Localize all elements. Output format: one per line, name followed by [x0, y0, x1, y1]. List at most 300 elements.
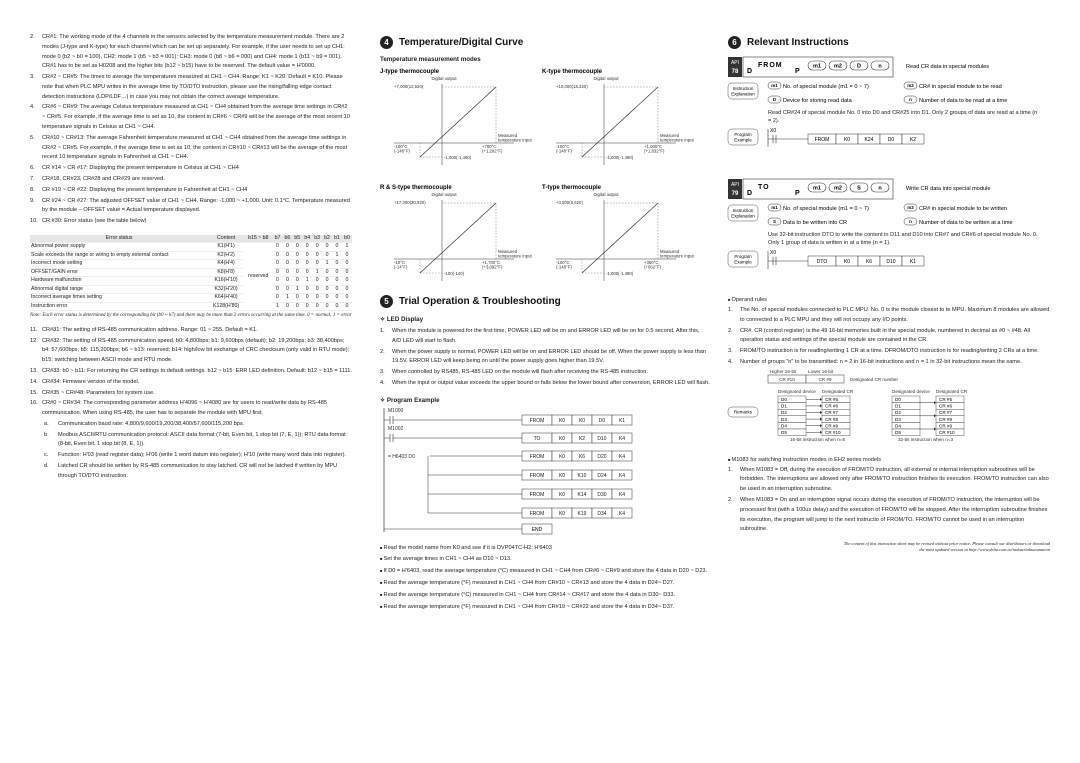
table-cell: 0	[302, 285, 312, 294]
instruction-text: K2	[578, 435, 586, 442]
table-cell: 0	[322, 277, 332, 286]
operand-text: D	[772, 97, 777, 102]
chart-label: -100°C	[556, 260, 570, 265]
table-row	[30, 302, 352, 311]
chart-label: Measured	[498, 133, 518, 138]
chart-label: temperature input	[660, 253, 694, 259]
chart-label: Measured	[660, 133, 680, 138]
p-suffix: P	[795, 190, 800, 197]
table-cell: 0	[332, 285, 342, 294]
diagram-label: Designated CR	[822, 388, 854, 394]
table-cell: 0	[322, 302, 332, 311]
table-cell: 0	[332, 302, 342, 311]
table-row	[30, 294, 352, 303]
section-number-badge: 4	[380, 36, 393, 49]
chart-label: (-148°F)	[556, 148, 572, 154]
device-text: D4	[895, 423, 901, 429]
cr-text: CR #6	[939, 403, 953, 409]
operand-text: m1	[771, 205, 778, 210]
column-header: b5	[292, 235, 302, 243]
list-item	[728, 496, 1050, 535]
instruction-text: FROM	[529, 472, 545, 479]
explanation-text: Data to be written into CR	[783, 220, 848, 226]
item-text: CR#2 ~ CR#5: The times to average the temperatures measured at CH1 ~ CH4. Range: K1 ~ K20. Default = K10. Please note that when PLC MPU writes in the average time by TO/DTO instruction, please use the rising/falling edge contact detection instructions (LDP/LDF…) in case you may not obtain the correct average temperature.	[42, 74, 343, 100]
device-text: D2	[781, 409, 787, 415]
program-note: ■ Read the average temperature (°F) measured in CH1 ~ CH4 from CR#19 ~ CR#22 and store the 4 data in D34~ D37.	[380, 603, 710, 613]
temp-modes-title: Temperature measurement modes	[380, 56, 481, 63]
table-cell: 0	[282, 277, 292, 286]
diagram-label: Designated device	[778, 388, 816, 394]
instruction-description: Read CR data in special modules	[906, 64, 990, 70]
instruction-text: K14	[577, 491, 587, 498]
table-cell: 1	[342, 243, 352, 252]
instruction-text: D10	[597, 435, 607, 442]
instruction-text: K24	[864, 137, 874, 143]
table-row	[30, 268, 352, 277]
chart-label: +3,500(6,620)	[556, 200, 583, 205]
arrow-head	[820, 424, 822, 427]
column-header: Error status	[30, 235, 208, 243]
chart-label: (+1,832°F)	[644, 148, 665, 154]
table-row	[30, 277, 352, 286]
item-number: 2.	[728, 497, 733, 504]
item-number: 13.	[30, 367, 38, 374]
instruction-text: K19	[577, 510, 587, 517]
item-text: The No. of special modules connected to PLC MPU. No. 0 is the module closest to te MPU. Maximum 8 modules are allowed to connected to a PLC MPU and they will not occupy any I/O points.	[740, 307, 1050, 323]
right-column	[728, 36, 1050, 553]
item-text: Communication baud rate: 4,800/9,600/19,200/38,400/57,600/115,200 bps.	[58, 420, 245, 427]
table-cell: 0	[312, 285, 322, 294]
api-block-svg	[728, 179, 1050, 297]
diagram-label: CR #10	[779, 376, 795, 382]
chart-label: Digital output	[593, 192, 619, 197]
x0-label: X0	[770, 128, 777, 134]
chart-label: -100°C	[394, 144, 408, 149]
instruction-name: TO	[758, 184, 770, 191]
footer-note: The content of this instruction sheet may be revised without prior notice. Please consult our distributors or download the most updated version at http://www.delta.com.tw/industrialautomation	[843, 541, 1050, 553]
table-cell: K64(H'40)	[208, 294, 244, 303]
d-prefix: D	[747, 190, 753, 197]
item-text: CR #30: Error status (see the table below)	[42, 218, 147, 225]
chart-label: +700°C	[482, 144, 497, 149]
instruction-text: K4	[618, 472, 626, 479]
program-note: ■ Read the model name from K0 and see if it is DVP04TC-H2: H'6403	[380, 544, 710, 554]
program-note: ■ If D0 = H'6403, read the average temperature (°C) measured in CH1 ~ CH4 from CR#6 ~ CR#9 and store the 4 data in D20 ~ D23.	[380, 567, 710, 577]
item-number: 2.	[380, 348, 385, 355]
operand-rules-title: ■ Operand rules	[728, 297, 1050, 303]
instruction-text: K1	[909, 259, 917, 265]
operand-text: m1	[771, 83, 778, 88]
table-cell: 0	[292, 302, 302, 311]
temperature-curve-chart	[380, 65, 536, 179]
item-number: 14.	[30, 378, 38, 385]
item-text: Number of groups "n" to be transmitted: n = 2 in 16-bit instructions and n = 1 in 32-bit instructions mean the same.	[740, 358, 1022, 365]
table-cell: 0	[342, 251, 352, 260]
column-header: b1	[332, 235, 342, 243]
table-cell: 0	[273, 285, 283, 294]
operand-text: n	[878, 185, 882, 192]
item-number: 1.	[380, 328, 385, 334]
error-status-table-wrap	[30, 235, 352, 320]
instruction-text: K0	[843, 137, 851, 143]
table-cell: 0	[302, 302, 312, 311]
ladder-label: M1002	[388, 425, 404, 432]
led-items	[380, 327, 710, 389]
chart-title: R & S-type thermocouple	[380, 185, 452, 191]
chart-label: -1,000(-1,480)	[606, 271, 634, 276]
diagram-label: Higher 16-bit	[770, 368, 797, 374]
column-header: b15 ~ b8	[244, 235, 273, 243]
arrow-head	[820, 404, 822, 407]
instruction-text: K0	[558, 472, 566, 479]
table-cell: 0	[302, 251, 312, 260]
instruction-text: TO	[533, 435, 541, 442]
table-cell: 0	[292, 251, 302, 260]
side-label: Explanation	[731, 91, 755, 97]
item-number: 12.	[30, 337, 38, 344]
remarks-label: Remarks	[733, 409, 753, 415]
operand-text: n	[909, 219, 912, 224]
instruction-text: FROM	[529, 417, 545, 424]
operand-text: m2	[834, 63, 842, 70]
list-item	[44, 420, 352, 430]
table-cell: 0	[322, 243, 332, 252]
device-text: D5	[895, 429, 901, 435]
ladder-diagram	[380, 404, 710, 536]
diagram-label: Lower 16-bit	[808, 368, 834, 374]
table-cell: Scale exceeds the range or wiring to empty external contact	[30, 251, 208, 260]
example-text-box	[768, 109, 1038, 127]
section-number-badge: 6	[728, 36, 741, 49]
table-cell: 1	[312, 268, 322, 277]
list-item	[380, 379, 710, 389]
instruction-text: K6	[578, 453, 586, 460]
cr-text: CR #8	[825, 416, 839, 422]
list-item	[728, 327, 1050, 347]
item-text: When M1083 = On and an interruption signal occurs during the execution of FROM/TO instruction, the interruption will be processed first (with a 100us delay) and the execution of FROM/TO will be stopped. After the interruption subroutine finishes its execution, the program will jump to the next instructio of FROM/TO. FROM/TO cannot be used in an interruption subroutine.	[740, 497, 1048, 533]
item-number: 16.	[30, 400, 38, 407]
table-cell: K32(H'20)	[208, 285, 244, 294]
item-number: d.	[44, 463, 49, 469]
cr-text: CR #10	[939, 429, 955, 435]
table-cell: Hardware malfunction	[30, 277, 208, 286]
table-cell: Abnormal digital range	[30, 285, 208, 294]
table-cell: K4(H'4)	[208, 260, 244, 269]
list-item	[30, 186, 352, 196]
operand-text: m2	[834, 185, 842, 192]
item-text: CR#31: The setting of RS-485 communication address. Range: 01 ~ 255. Default = K1.	[42, 326, 258, 333]
item-text: CR#1: The working mode of the 4 channels in the sensors selected by the temperature measurement module. There are 2 modes (J-type and K-type) for each channel which can be set up separately. For example, if the user needs to set up CH1: mode 0 (b2 ~ b0 = 100), CH2: mode 1 (b5 ~ b3 = 001); CH3: mode 0 (b8 ~ b6 = 000) and CH4: mode 1 (b11 ~ b9 = 001), CR#1 has to be set as H0208 and the higher bits (b12 ~ b15) have to be reserved. The default value = H'0000.	[42, 34, 345, 70]
column-header: b6	[282, 235, 292, 243]
instruction-text: K0	[558, 510, 566, 517]
device-text: D1	[895, 403, 901, 409]
item-text: CR #24 ~ CR #27: The adjusted OFFSET value of CH1 ~ CH4. Range: -1,000 ~ +1,000. Unit: 0.1°C. Temperature measured by the module – OFFSET value = Actual temperature displayed.	[42, 197, 350, 214]
item-number: 7.	[30, 175, 35, 182]
list-item	[380, 327, 710, 347]
instruction-text: K4	[618, 510, 626, 517]
column-header: b2	[322, 235, 332, 243]
table-cell: Incorrect average times setting	[30, 294, 208, 303]
item-text: CR#6 ~ CR#9: The average Celsius temperature measured at CH1 ~ CH4 obtained from the average time settings in CR#2 ~ CR#5. For example, if the average time is set as 10, the content in CR#6 ~ CR#9 will be the average of the most recent 10 temperature signals in Celsius at CH1 ~ CH4.	[42, 104, 350, 131]
chart-label: temperature input	[498, 137, 532, 143]
ladder-label: M1000	[388, 407, 404, 414]
item-number: 3.	[30, 74, 35, 81]
diagram-label: Designated CR number	[850, 376, 899, 382]
side-label: Program	[734, 132, 752, 137]
table-cell: 0	[302, 243, 312, 252]
table-cell: 0	[282, 268, 292, 277]
item-number: 2.	[728, 327, 733, 334]
chart-label: +1,700°C	[482, 260, 501, 265]
table-cell: OFFSET/GAIN error	[30, 268, 208, 277]
arrow-head	[934, 414, 936, 417]
chart-label: temperature input	[660, 137, 694, 143]
list-item	[728, 306, 1050, 326]
table-cell: 0	[322, 294, 332, 303]
table-cell: 0	[312, 277, 322, 286]
api-number: 79	[731, 191, 739, 197]
table-cell: 0	[312, 260, 322, 269]
api-78-from	[728, 57, 1050, 175]
item-text: When the input or output value exceeds the upper bound or falls below the lower bound after conversion, ERROR LED will flash.	[392, 379, 710, 386]
table-cell: 0	[312, 243, 322, 252]
item-number: 9.	[30, 197, 35, 204]
instruction-text: D30	[597, 491, 607, 498]
diagram-label: CR #9	[818, 376, 832, 382]
table-cell: 0	[342, 277, 352, 286]
chart-label: +10,000(18,320)	[556, 84, 588, 89]
item-number: 8.	[30, 186, 35, 193]
api-79-to	[728, 179, 1050, 297]
item-text: CR#35 ~ CR#48: Parameters for system use.	[42, 389, 155, 396]
section-4-title: Temperature/Digital Curve	[399, 37, 524, 49]
instruction-text: D20	[597, 453, 607, 460]
item-text: CR#10 ~ CR#13: The average Fahrenheit temperature measured at CH1 ~ CH4 obtained from the average time settings in CR#2 ~ CR#5. For example, if the average time is set as 10, the content in CR#10 ~ CR#13 will be the average of the most recent 10 temperature signals in Fahrenheit at CH1 ~ CH4.	[42, 134, 348, 161]
item-number: 10.	[30, 218, 38, 225]
chart-label: +17,000(30,920)	[394, 200, 426, 205]
item-text: Modbus ASCII/RTU communication protocol: ASCII data format (7-bit, Even bit, 1 stop bit (7, E, 1)); RTU data format (8-bit, Even bit, 1 stop bit (8, E, 1)).	[58, 431, 346, 448]
instruction-text: D24	[597, 472, 607, 479]
table-cell: 0	[322, 251, 332, 260]
instruction-text: K0	[558, 435, 566, 442]
api-block-svg	[728, 57, 1050, 175]
table-cell: 0	[292, 260, 302, 269]
list-item	[30, 337, 352, 366]
program-note: ■ Read the average temperature (°F) measured in CH1 ~ CH4 from CR#10 ~ CR#13 and store the 4 data in D24~ D27.	[380, 579, 710, 589]
operand-text: S	[857, 185, 861, 192]
operand-text: n	[909, 97, 912, 102]
item-number: 6.	[30, 165, 35, 172]
item-number: 5.	[30, 134, 35, 141]
item-number: c.	[44, 452, 49, 459]
table-cell: 0	[292, 243, 302, 252]
table-cell: 0	[342, 285, 352, 294]
table-cell: 1	[292, 285, 302, 294]
led-display-title: ✧ LED Display	[380, 316, 424, 323]
example-text: Read CR#24 of special module No. 0 into D0 and CR#25 into D1. Only 2 groups of data are read at a time (n = 2).	[768, 110, 1038, 125]
item-number: 3.	[380, 369, 385, 376]
table-cell: 0	[342, 268, 352, 277]
table-cell: 0	[332, 294, 342, 303]
column-header: b4	[302, 235, 312, 243]
item-text: Function: H'03 (read register data); H'06 (write 1 word datum into register); H'10 (write many word data into register).	[58, 452, 346, 459]
program-example-title: ✧ Program Example	[380, 396, 440, 404]
chart-title: K-type thermocouple	[542, 69, 603, 75]
item-text: When the module is powered for the first time, POWER LED will be on and ERROR LED will be on for 0.5 second. After this, A/D LED will start to flash.	[392, 328, 700, 344]
api-number: 78	[731, 69, 739, 75]
error-table-body	[30, 243, 352, 311]
table-cell: 0	[292, 268, 302, 277]
list-item	[44, 462, 352, 482]
ladder-svg	[380, 404, 680, 536]
table-cell: K1(H'1)	[208, 243, 244, 252]
instruction-text: K4	[618, 435, 626, 442]
section-number-badge: 5	[380, 295, 393, 308]
chart-label: Digital output	[431, 192, 457, 197]
instruction-text: K0	[558, 491, 566, 498]
item-text: CR #14 ~ CR #17: Displaying the present temperature in Celsius at CH1 ~ CH4	[42, 165, 239, 172]
table-cell: 0	[302, 268, 312, 277]
item-text: Latched CR should be written by RS-485 communication to stay latched. CR will not be latched if written by MPU through TO/DTO instruction.	[58, 463, 338, 479]
explanation-text: Number of data to be written at a time	[919, 220, 1013, 226]
chart-label: (-148°F)	[394, 148, 410, 154]
item-text: CR#34: Firmware version of the model.	[42, 378, 140, 385]
instruction-text: D0	[598, 417, 606, 424]
instruction-text: K0	[843, 259, 851, 265]
chart-title: T-type thermocouple	[542, 185, 602, 191]
list-item	[44, 451, 352, 461]
instruction-text: FROM	[529, 453, 545, 460]
m1083-title: ■ M1083 for switching instruction modes in EH2 series models	[728, 457, 1050, 463]
instruction-text: DTO	[816, 259, 828, 265]
arrow-head	[820, 417, 822, 420]
chart-label: (+3,092°F)	[482, 264, 503, 270]
device-text: D5	[781, 429, 787, 435]
diagram-label: Designated CR	[936, 388, 968, 394]
chart-label: +1,000°C	[644, 144, 663, 149]
table-cell: 0	[342, 260, 352, 269]
item-number: b.	[44, 431, 49, 438]
side-label: Example	[734, 259, 752, 265]
temperature-curve-chart	[542, 181, 698, 295]
chart-label: +350°C	[644, 260, 659, 265]
operand-text: m1	[813, 185, 821, 192]
table-cell: K16(H'10)	[208, 277, 244, 286]
table-cell: 0	[332, 268, 342, 277]
column-header: b3	[312, 235, 322, 243]
chart-label: -100°C	[556, 144, 570, 149]
list-item	[30, 33, 352, 72]
error-table-note: Note: Each error status is determined by the corresponding bit (b0 ~ b7) and there may be more than 2 errors occurring at the same time. 0 = normal; 1 = error	[30, 313, 352, 319]
column-header: b0	[342, 235, 352, 243]
end-text: END	[531, 526, 543, 533]
table-cell: 0	[282, 285, 292, 294]
operand-rules	[728, 306, 1050, 368]
device-text: D0	[895, 396, 901, 402]
d-prefix: D	[747, 68, 753, 75]
program-note: ■ Read the average temperature (°C) measured in CH1 ~ CH4 from CR#14 ~ CR#17 and store the 4 data in D30~ D33.	[380, 591, 710, 601]
instruction-text: D34	[597, 510, 607, 517]
cr-text: CR #9	[939, 423, 953, 429]
section-5-heading	[380, 295, 710, 308]
left-column	[30, 33, 352, 483]
item-text: CR#33: b0 ~ b11: For returning the CR settings to default settings. b12 ~ b15: ERR LED definition. Default: b12 ~ b15 = 1111.	[42, 367, 352, 374]
chart-label: -1,000(-1,480)	[606, 155, 634, 160]
instruction-text: K0	[558, 417, 566, 424]
explanation-text: Device for storing read data	[783, 98, 852, 104]
chart-label: -100(-140)	[444, 271, 465, 276]
device-text: D2	[895, 409, 901, 415]
cr-text: CR #7	[939, 409, 953, 415]
table-cell: 0	[312, 294, 322, 303]
list-item	[30, 399, 352, 419]
remarks-svg	[728, 369, 1050, 457]
instruction-text: FROM	[529, 510, 545, 517]
section-5-title: Trial Operation & Troubleshooting	[399, 296, 561, 308]
item-text: When M1083 = Off, during the execution of FROM/TO instruction, all external or internal interruption subroutines will be forbidden. The interruptions are allowed only after FROM/TO instruction finishes its execution. FROM/TO instruction can also be used in an interruption subroutine.	[740, 466, 1049, 493]
instruction-description: Write CR data into special module	[906, 186, 991, 192]
list-item	[728, 466, 1050, 495]
list-item	[728, 358, 1050, 368]
list-item	[30, 217, 352, 227]
table-cell: 0	[292, 277, 302, 286]
list-item	[30, 326, 352, 336]
table-cell: reserved	[244, 243, 273, 311]
diagram-label: Designated device	[892, 388, 930, 394]
chart-label: Measured	[498, 249, 518, 254]
chart-label: -1,000(-1,480)	[444, 155, 472, 160]
diagram-label: 16-bit instruction when n=6	[790, 436, 846, 442]
table-cell: 1	[273, 302, 283, 311]
example-text-box	[768, 231, 1038, 249]
section-6-title: Relevant Instructions	[747, 37, 849, 49]
item-text: CR #19 ~ CR #22: Displaying the present temperature in Fahrenheit at CH1 ~ CH4	[42, 186, 248, 193]
item-number: 2.	[30, 34, 35, 40]
rs485-subitems	[30, 420, 352, 482]
curve-charts	[380, 63, 710, 295]
table-cell: 0	[342, 302, 352, 311]
table-cell: 0	[332, 277, 342, 286]
device-text: D4	[781, 423, 787, 429]
table-cell: 0	[273, 251, 283, 260]
table-cell: 0	[302, 294, 312, 303]
table-cell: 1	[332, 251, 342, 260]
item-text: When controlled by RS485, RS-485 LED on the module will flash after receiving the RS-485 instruction.	[392, 369, 648, 376]
list-item	[30, 378, 352, 388]
table-cell: 0	[322, 285, 332, 294]
section-4-heading	[380, 36, 710, 49]
device-text: D0	[781, 396, 787, 402]
item-text: CR#0 ~ CR#34: The corresponding parameter address H'4096 ~ H'4080 are for users to read/write data by RS-485 communication. When using RS-485, the user has to separate the module with MPU first.	[42, 400, 327, 417]
chart-label: (+662°F)	[644, 264, 661, 270]
cr-text: CR #6	[825, 403, 839, 409]
arrow-head	[820, 411, 822, 414]
chart-label: Digital output	[593, 76, 619, 81]
list-item	[30, 103, 352, 132]
chart-label: Measured	[660, 249, 680, 254]
example-text: Use 32-bit instruction DTO to write the content in D11 and D10 into CR#7 and CR#6 of special module No. 0. Only 1 group of data is written in at a time (n = 1).	[768, 232, 1038, 247]
instruction-text: K0	[558, 453, 566, 460]
remarks-diagram	[728, 369, 1050, 457]
item-number: 4.	[728, 358, 733, 365]
table-row	[30, 285, 352, 294]
arrow-head	[934, 401, 936, 404]
table-cell: 0	[282, 260, 292, 269]
arrow-head	[934, 427, 936, 430]
cr-text: CR #5	[825, 396, 839, 402]
list-item	[30, 367, 352, 377]
table-cell: Abnormal power supply	[30, 243, 208, 252]
